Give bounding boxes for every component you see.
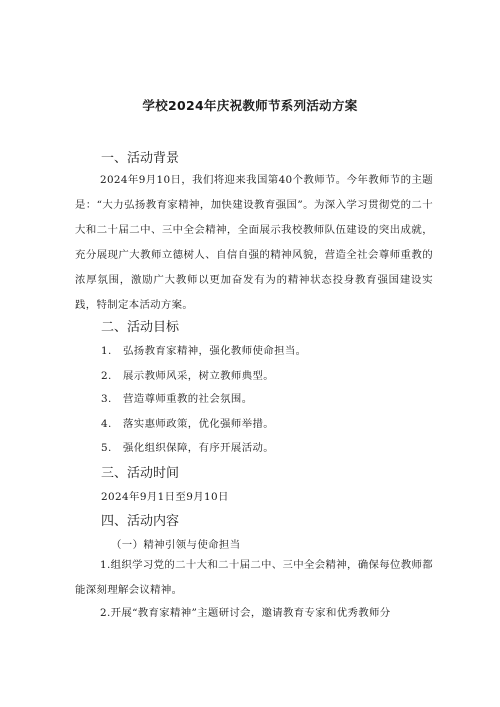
goal-number: 5. — [101, 442, 112, 454]
section-heading-content: 四、活动内容 — [101, 514, 180, 529]
goal-item — [101, 367, 274, 382]
activity-time-text: 2024年9月1日至9月10日 — [101, 491, 229, 503]
background-text: 2024年9月10日，我们将迎来我国第40个教师节。今年教师节的主题是：“大力弘扬教育家精神，加快建设教育强国”。为深入学习贯彻党的二十大和二十届二中、三中全会精神，全面展示我校教师队伍建设的突出成就，充分展现广大教师立德树人、自信自强的精神风貌，营造全社会尊师重教的浓厚氛围，激励广大教师以更加奋发有为的精神状态投身教育强国建设实践，特制定本活动方案。 — [75, 174, 433, 312]
section-heading-time: 三、活动时间 — [101, 466, 180, 481]
goal-item — [101, 342, 306, 357]
content-item-2 — [75, 601, 433, 626]
document-title: 学校2024年庆祝教师节系列活动方案 — [142, 98, 358, 113]
section-heading-goals: 二、活动目标 — [101, 320, 180, 335]
goal-item — [101, 439, 274, 454]
goal-number: 1. — [101, 345, 112, 357]
goal-text: 强化组织保障，有序开展活动。 — [123, 442, 275, 454]
goal-text: 展示教师风采，树立教师典型。 — [123, 370, 275, 382]
content-item-1 — [75, 553, 433, 603]
section-heading-background: 一、活动背景 — [101, 151, 180, 166]
background-paragraph — [75, 168, 433, 319]
content-sub-heading: （一）精神引领与使命担当 — [111, 539, 241, 551]
goal-item — [101, 415, 274, 430]
goal-text: 营造尊师重教的社会氛围。 — [123, 393, 253, 405]
content-item-1-text: 1.组织学习党的二十大和二十届二中、三中全会精神，确保每位教师都能深刻理解会议精神。 — [75, 559, 433, 597]
goal-text: 落实惠师政策，优化强师举措。 — [123, 418, 275, 430]
goal-item — [101, 390, 253, 405]
goal-number: 2. — [101, 370, 112, 382]
content-item-2-text: 2.开展“教育家精神”主题研讨会，邀请教育专家和优秀教师分 — [100, 607, 391, 619]
goal-number: 4. — [101, 418, 112, 430]
goal-text: 弘扬教育家精神，强化教师使命担当。 — [123, 345, 307, 357]
goal-number: 3. — [101, 393, 112, 405]
